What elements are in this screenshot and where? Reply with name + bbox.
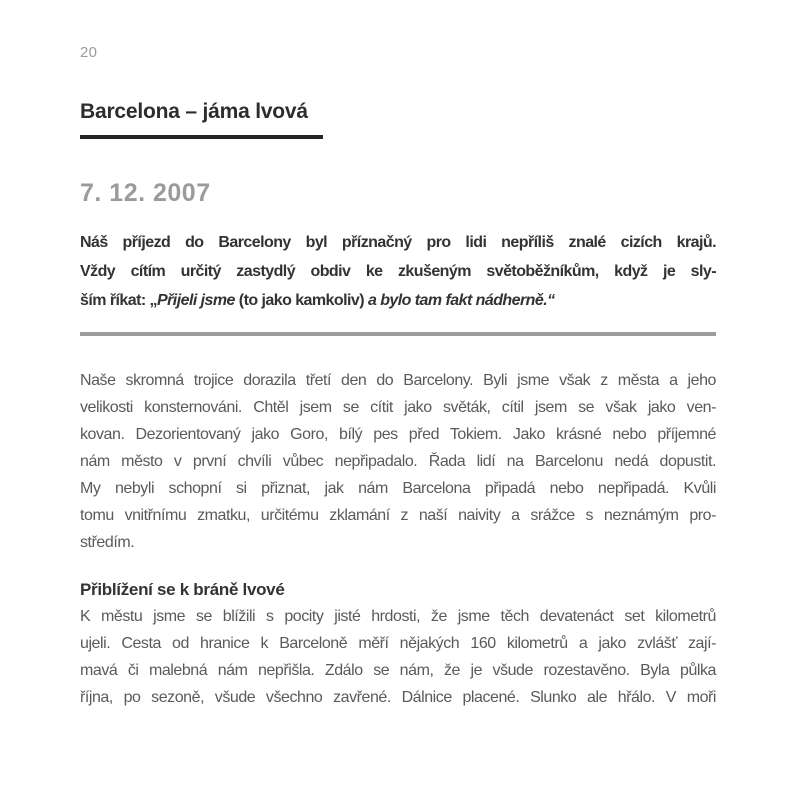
text-line: října, po sezoně, všude všechno zavřené. Dálnice placené. Slunko ale hřálo. V moři <box>80 689 716 706</box>
section-divider <box>80 332 716 336</box>
text-line: nám město v první chvíli vůbec nepřipadalo. Řada lidí na Barcelonu nedá dopustit. <box>80 453 716 470</box>
paragraph-2 <box>80 603 716 711</box>
title-underline <box>80 135 323 139</box>
text-line: Naše skromná trojice dorazila třetí den do Barcelony. Byli jsme však z města a jeho <box>80 372 716 389</box>
text-line: tomu vnitřnímu zmatku, určitému zklamání z naší naivity a srážce s neznámým pro- <box>80 507 716 524</box>
text-line: mavá či malebná nám nepřišla. Zdálo se nám, že je všude rozestavěno. Byla půlka <box>80 662 716 679</box>
article-perex <box>80 228 716 315</box>
article-title: Barcelona – jáma lvová <box>80 100 308 123</box>
perex-line: Vždy cítím určitý zastydlý obdiv ke zkušeným světoběžníkům, když je sly- <box>80 263 716 280</box>
perex-text: ším říkat: „ <box>80 292 157 309</box>
page-number: 20 <box>80 44 98 61</box>
article-date: 7. 12. 2007 <box>80 179 211 207</box>
text-line: My nebyli schopní si přiznat, jak nám Barcelona připadá nebo nepřipadá. Kvůli <box>80 480 716 497</box>
text-line: kovan. Dezorientovaný jako Goro, bílý pes před Tokiem. Jako krásné nebo příjemné <box>80 426 716 443</box>
perex-line: Náš příjezd do Barcelony byl příznačný pro lidi nepříliš znalé cizích krajů. <box>80 234 716 251</box>
perex-quote-italic: a bylo tam fakt nádherně.“ <box>367 292 555 309</box>
paragraph-1 <box>80 367 716 556</box>
perex-text: (to jako kamkoliv) <box>234 292 368 309</box>
text-line: ujeli. Cesta od hranice k Barceloně měří nějakých 160 kilometrů a jako zvlášť zají- <box>80 635 716 652</box>
perex-quote-italic: Přijeli jsme <box>157 292 235 309</box>
text-line: středím. <box>80 534 135 551</box>
article-subheading: Přiblížení se k bráně lvové <box>80 580 285 599</box>
perex-line <box>80 286 716 315</box>
text-line: velikosti konsternováni. Chtěl jsem se cítit jako světák, cítil jsem se však jako ven- <box>80 399 716 416</box>
text-line: K městu jsme se blížili s pocity jisté hrdosti, že jsme těch devatenáct set kilometrů <box>80 608 716 625</box>
